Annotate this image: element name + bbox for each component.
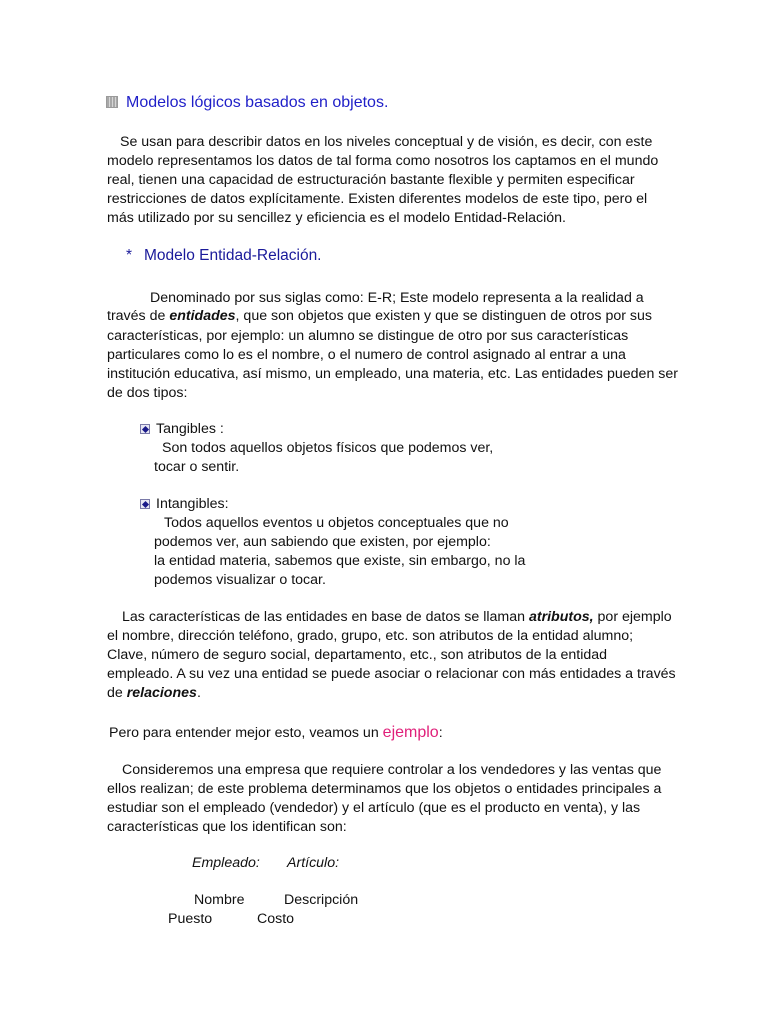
consider-line: características que los identifican son: — [107, 819, 347, 835]
articulo-attr: Costo — [257, 911, 295, 927]
relaciones-term: relaciones — [126, 685, 197, 701]
atributos-line: Las características de las entidades en base de datos se llaman atributos, por ejemplo — [122, 609, 672, 625]
er-line: Denominado por sus siglas como: E-R; Este modelo representa a la realidad a — [150, 290, 644, 306]
intro-line: modelo representamos los datos de tal forma como nosotros los captamos en el mundo — [107, 153, 659, 169]
square-bullet-icon — [106, 96, 118, 108]
er-line: institución educativa, así mismo, un empleado, una materia, etc. Las entidades pueden ser — [107, 366, 678, 382]
er-line: través de entidades, que son objetos que existen y que se distinguen de otros por sus — [107, 308, 652, 324]
intangibles-line: podemos visualizar o tocar. — [154, 572, 326, 588]
diamond-bullet-icon — [140, 499, 150, 509]
intangibles-label: Intangibles: — [156, 496, 229, 512]
intro-line: más utilizado por su sencillez y eficiencia es el modelo Entidad-Relación. — [107, 210, 566, 226]
empleado-header: Empleado: — [192, 855, 260, 871]
entidades-term: entidades — [169, 308, 236, 324]
tangibles-line: Son todos aquellos objetos físicos que podemos ver, — [162, 440, 494, 456]
consider-line: estudiar son el empleado (vendedor) y el artículo (que es el producto en venta), y las — [107, 800, 641, 816]
intro-line: Se usan para describir datos en los niveles conceptual y de visión, es decir, con este — [120, 134, 653, 150]
tangibles-label: Tangibles : — [156, 421, 224, 437]
atributos-line: Clave, número de seguro social, departamento, etc., son atributos de la entidad — [107, 647, 608, 663]
intangibles-line: Todos aquellos eventos u objetos conceptuales que no — [164, 515, 509, 531]
diamond-bullet-icon — [140, 424, 150, 434]
section-heading: Modelos lógicos basados en objetos. — [126, 94, 389, 111]
atributos-term: atributos, — [528, 609, 594, 625]
subheading: Modelo Entidad-Relación. — [144, 247, 322, 264]
intangibles-line: podemos ver, aun sabiendo que existen, por ejemplo: — [154, 534, 491, 550]
consider-line: ellos realizan; de este problema determinamos que los objetos o entidades principales a — [107, 781, 662, 797]
er-line: características, por ejemplo: un alumno se distingue de otro por sus características — [107, 328, 629, 344]
empleado-attr: Nombre — [194, 892, 245, 908]
atributos-line: empleado. A su vez una entidad se puede asociar o relacionar con más entidades a través — [107, 666, 676, 682]
intro-line: restricciones de datos explícitamente. Existen diferentes modelos de este tipo, pero el — [107, 191, 648, 207]
ejemplo-highlight: ejemplo — [382, 724, 439, 741]
atributos-line: de relaciones. — [107, 685, 201, 701]
ejemplo-line: Pero para entender mejor esto, veamos un ejemplo: — [109, 724, 443, 741]
subheading-marker: * — [126, 247, 133, 264]
atributos-line: el nombre, dirección teléfono, grado, grupo, etc. son atributos de la entidad alumno; — [107, 628, 634, 644]
empleado-attr: Puesto — [168, 911, 213, 927]
consider-line: Consideremos una empresa que requiere controlar a los vendedores y las ventas que — [122, 762, 662, 778]
tangibles-line: tocar o sentir. — [154, 459, 240, 475]
articulo-attr: Descripción — [284, 892, 359, 908]
intangibles-line: la entidad materia, sabemos que existe, sin embargo, no la — [154, 553, 526, 569]
intro-line: real, tienen una capacidad de estructuración bastante flexible y permiten especificar — [107, 172, 635, 188]
articulo-header: Artículo: — [287, 855, 340, 871]
er-line: de dos tipos: — [107, 385, 188, 401]
er-line: particulares como lo es el nombre, o el numero de control asignado al entrar a una — [107, 347, 626, 363]
